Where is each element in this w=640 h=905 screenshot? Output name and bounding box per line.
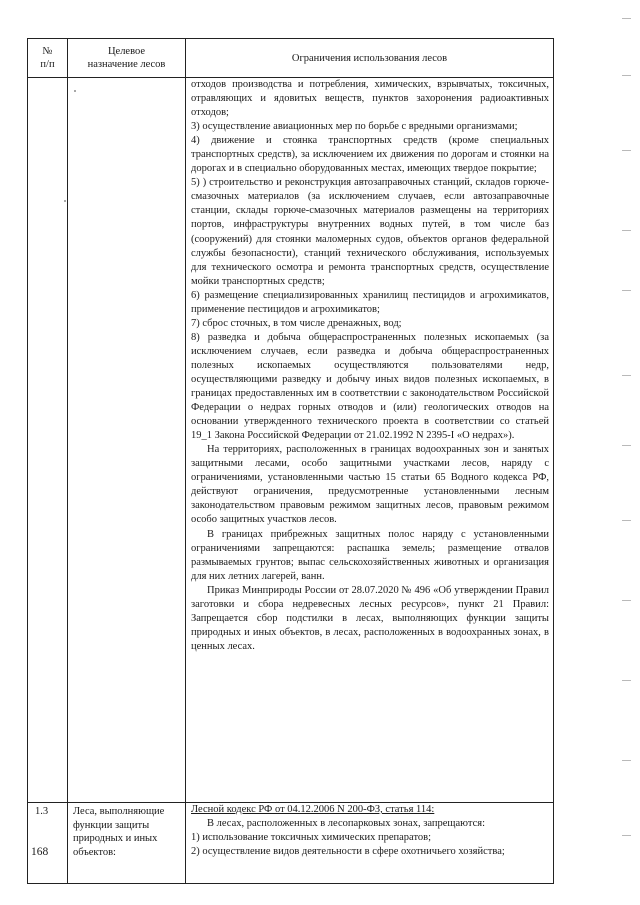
- scan-edge-mark: [622, 680, 631, 681]
- paragraph: 8) разведка и добыча общераспространенных полезных ископаемых (за исключением случаев, если разведка и добыча общераспространенных полезных ископаемых осуществляются пользователями недр, осуществляющими разведку и добычу иных видов полезных ископаемых, в границах предоставленных им в соответствии с законодательством Российской Федерации о недрах горных отводов и (или) геологических отводов на основании утвержденного технического проекта в соответствии со статьей 19_1 Закона Российской Федерации от 21.02.1992 N 2395-I «О недрах»).: [191, 331, 549, 442]
- table-row: [28, 803, 554, 884]
- scan-edge-mark: [622, 375, 631, 376]
- scan-edge-mark: [622, 290, 631, 291]
- scan-edge-mark: [622, 600, 631, 601]
- law-reference: Лесной кодекс РФ от 04.12.2006 N 200-ФЗ, статья 114:: [191, 804, 435, 815]
- scan-speck: [74, 90, 76, 92]
- scan-edge-mark: [622, 445, 631, 446]
- row-purpose-cell: [68, 78, 186, 803]
- paragraph: Приказ Минприроды России от 28.07.2020 № 496 «Об утверждении Правил заготовки и сбора недревесных лесных ресурсов», пункт 21 Правил: Запрещается сбор подстилки в лесах, выполняющих функции защиты природных и иных объектов, в лесах, расположенных в водоохранных зонах, в ценных лесах.: [191, 584, 549, 652]
- paragraph: В лесах, расположенных в лесопарковых зонах, запрещаются:: [207, 818, 485, 830]
- restrictions-table: [27, 38, 554, 884]
- paragraph: 4) движение и стоянка транспортных средств (кроме специальных транспортных средств), за исключением их движения по дорогам и стоянки на дорогах и в специально оборудованных местах, имеющих твердое покрытие;: [191, 135, 549, 175]
- header-num: № п/п: [28, 39, 68, 78]
- scan-speck: [64, 200, 66, 202]
- paragraph: В границах прибрежных защитных полос наряду с установленными ограничениями запрещаются: распашка земель; размещение отвалов размываемых грунтов; выпас сельскохозяйственных животных и организация для них летних лагерей, ванн.: [191, 528, 549, 582]
- row-restrictions-cell: [186, 803, 554, 884]
- scan-edge-mark: [622, 520, 631, 521]
- header-purpose: Целевое назначение лесов: [68, 39, 186, 78]
- paragraph: 5) ) строительство и реконструкция автозаправочных станций, складов горюче-смазочных материалов (за исключением случаев, если автозаправочные станции, склады горюче-смазочных материалов размещены на территориях портов, инфраструктуры внутренних водных путей, в том числе баз (сооружений) для стоянки маломерных судов, объектов органов федеральной службы безопасности), станций технического обслуживания, используемых для технического осмотра и ремонта транспортных средств, осуществление мойки транспортных средств;: [191, 177, 549, 287]
- scan-edge-mark: [622, 760, 631, 761]
- scan-edge-mark: [622, 230, 631, 231]
- scan-edge-mark: [622, 150, 631, 151]
- paragraph: 6) размещение специализированных хранилищ пестицидов и агрохимикатов, применение пестицидов и агрохимикатов;: [191, 289, 549, 315]
- table-header-row: [28, 39, 554, 78]
- page-number: 168: [31, 846, 49, 858]
- table-row: [28, 78, 554, 803]
- row-purpose-cell: Леса, выполняющие функции защиты природных и иных объектов:: [68, 803, 186, 884]
- paragraph: 7) сброс сточных, в том числе дренажных, вод;: [191, 317, 402, 329]
- row-num-cell: 1.3: [28, 803, 68, 884]
- header-restrictions: Ограничения использования лесов: [186, 39, 554, 78]
- row-num-cell: [28, 78, 68, 803]
- paragraph: 3) осуществление авиационных мер по борьбе с вредными организмами;: [191, 121, 518, 133]
- scan-edge-mark: [622, 75, 631, 76]
- scan-edge-mark: [622, 18, 631, 19]
- paragraph: отходов производства и потребления, химических, взрывчатых, токсичных, отравляющих и ядовитых веществ, пунктов захоронения радиоактивных отходов;: [191, 79, 549, 119]
- paragraph: 1) использование токсичных химических препаратов;: [191, 832, 432, 844]
- paragraph: На территориях, расположенных в границах водоохранных зон и занятых защитными лесами, особо защитными участками лесов, наряду с ограничениями, установленными частью 15 статьи 65 Водного кодекса РФ, действуют ограничения, предусмотренные установленными лесным законодательством правовым режимом защитных лесов, правовым режимом особо защитных участков лесов.: [191, 444, 549, 526]
- paragraph: 2) осуществление видов деятельности в сфере охотничьего хозяйства;: [191, 846, 505, 858]
- row-restrictions-cell: [186, 78, 554, 803]
- scan-edge-mark: [622, 835, 631, 836]
